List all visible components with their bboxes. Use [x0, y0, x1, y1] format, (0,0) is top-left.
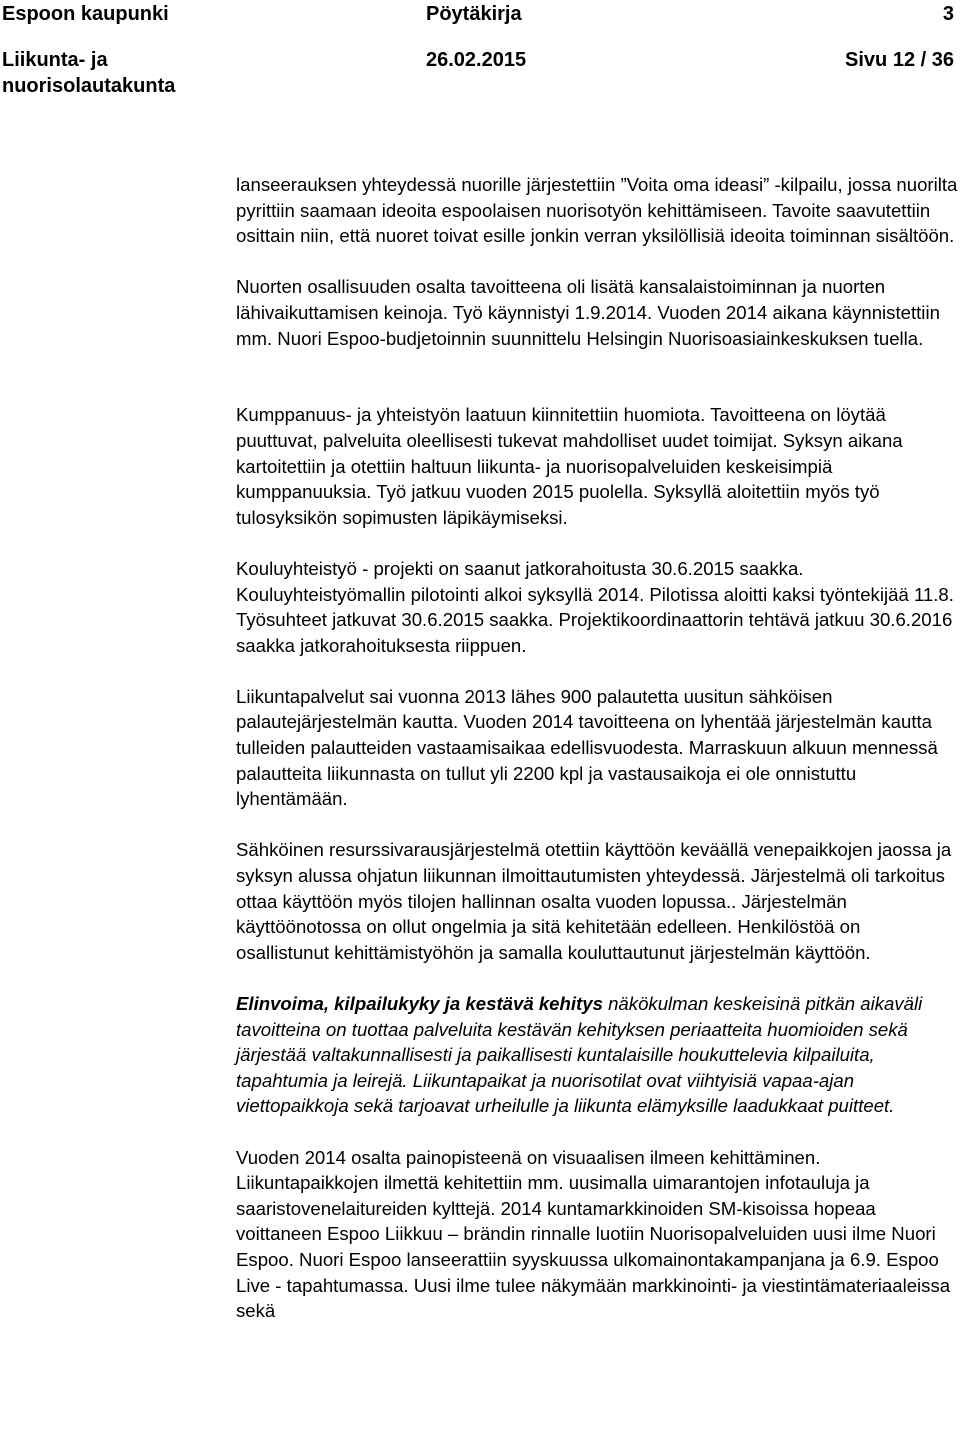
vitality-heading: Elinvoima, kilpailukyky ja kestävä kehitys [236, 993, 603, 1014]
header-row-top [0, 2, 960, 28]
committee-name-line1: Liikunta- ja [2, 49, 108, 71]
committee-name-line2: nuorisolautakunta [2, 75, 176, 97]
paragraph-school-cooperation: Kouluyhteistyö - projekti on saanut jatkorahoitusta 30.6.2015 saakka. Kouluyhteistyömallin pilotointi alkoi syksyllä 2014. Pilotissa aloitti kaksi työntekijää 11.8. Työsuhteet jatkuvat 30.6.2015 saakka. Projektikoordinaattorin tehtävä jatkuu 30.6.2016 saakka jatkorahoituksesta riippuen. [236, 557, 954, 656]
item-number: 3 [942, 3, 954, 25]
meeting-date: 26.02.2015 [426, 49, 527, 71]
paragraph-visual-identity: Vuoden 2014 osalta painopisteenä on visuaalisen ilmeen kehittäminen. Liikuntapaikkojen ilmettä kehitettiin mm. uusimalla uimarantojen infotauluja ja saaristovenelaitureiden kylttejä. 2014 kuntamarkkinoiden SM-kisoissa hopeaa voittaneen Espoo Liikkuu – brändin rinnalle luotiin Nuorisopalveluiden uusi ilme Nuori Espoo. Nuori Espoo lanseerattiin syyskuussa ulkomainontakampanjana ja 6.9. Espoo Live - tapahtumassa. Uusi ilme tulee näkymään markkinointi- ja viestintämateriaaleissa sekä [236, 1146, 951, 1322]
paragraph-feedback-system: Liikuntapalvelut sai vuonna 2013 lähes 900 palautetta uusitun sähköisen palautejärjestelmän kautta. Vuoden 2014 tavoitteena on lyhentää järjestelmän kautta tulleiden palautteiden vastaamisaikaa edellisvuodesta. Marraskuun alkuun mennessä palautteita liikunnasta on tullut yli 2200 kpl ja vastausaikoja ei ole onnistuttu lyhentämään. [236, 685, 938, 810]
paragraph-reservation-system: Sähköinen resurssivarausjärjestelmä otettiin käyttöön keväällä venepaikkojen jaossa ja syksyn alussa ohjatun liikunnan ilmoittautumisten yhteydessä. Järjestelmä oli tarkoitus ottaa käyttöön myös tilojen hallinnan osalta vuoden lopussa.. Järjestelmän käyttöönotossa on ollut ongelmia ja sitä kehitetään edelleen. Henkilöstöä on osallistunut kehittämistyöhön ja samalla kouluttautunut järjestelmän käyttöön. [236, 839, 952, 963]
document-body [236, 172, 958, 1324]
page-number: Sivu 12 / 36 [845, 49, 954, 71]
paragraph-vitality-goals [236, 991, 958, 1119]
paragraph-youth-participation: Nuorten osallisuuden osalta tavoitteena oli lisätä kansalaistoiminnan ja nuorten lähivaikuttamisen keinoja. Työ käynnistyi 1.9.2014. Vuoden 2014 aikana käynnistettiin mm. Nuori Espoo-budjetoinnin suunnittelu Helsingin Nuorisoasiainkeskuksen tuella. [236, 276, 940, 349]
paragraph-ideas-competition: lanseerauksen yhteydessä nuorille järjestettiin ”Voita oma ideasi” -kilpailu, jossa nuorilta pyrittiin saamaan ideoita espoolaisen nuorisotyön kehittämiseen. Tavoite saavutettiin osittain niin, että nuoret toivat esille jonkin verran yksilöllisiä ideoita toiminnan sisältöön. [236, 174, 958, 247]
vitality-text: näkökulman keskeisinä pitkän aikaväli tavoitteina on tuottaa palveluita kestävän kehityksen periaatteita huomioiden sekä järjestää valtakunnallisesti ja paikallisesti kuntalaisille houkuttelevia kilpailuita, tapahtumia ja leirejä. Liikuntapaikat ja nuorisotilat ovat viihtyisiä vapaa-ajan viettopaikkoja sekä tarjoavat urheilulle ja liikunta elämyksille laadukkaat puitteet. [236, 993, 923, 1117]
document-type: Pöytäkirja [426, 3, 522, 25]
organization-name: Espoon kaupunki [2, 3, 169, 25]
paragraph-partnerships: Kumppanuus- ja yhteistyön laatuun kiinnitettiin huomiota. Tavoitteena on löytää puuttuvat, palveluita oleellisesti tukevat mahdolliset uudet toimijat. Syksyn aikana kartoitettiin ja otettiin haltuun liikunta- ja nuorisopalveluiden keskeisimpiä kumppanuuksia. Työ jatkuu vuoden 2015 puolella. Syksyllä aloitettiin myös työ tulosyksikön sopimusten läpikäymiseksi. [236, 404, 903, 528]
document-header [0, 0, 960, 97]
